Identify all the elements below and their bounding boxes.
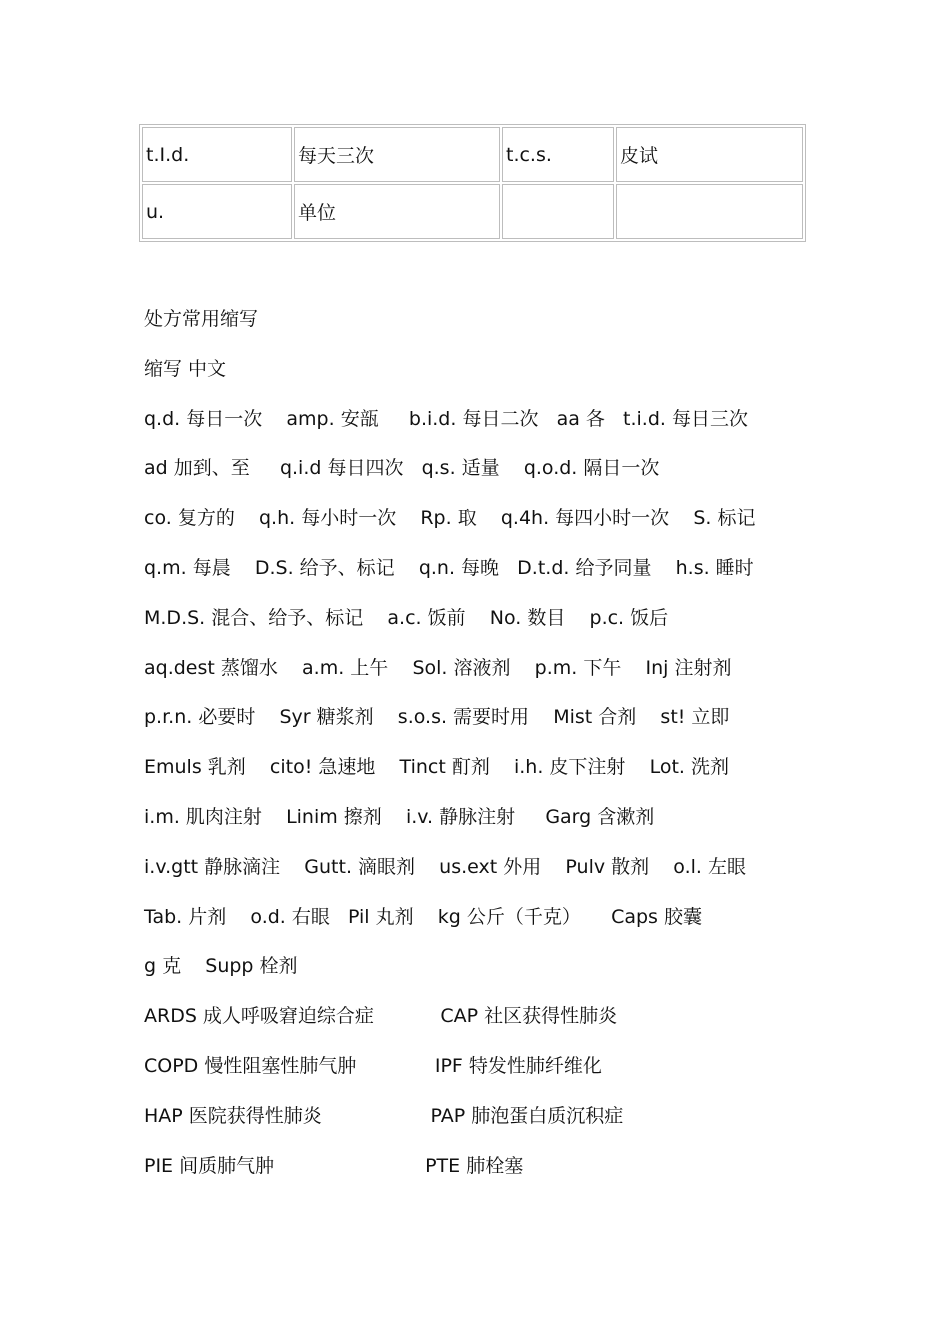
abbreviation-line: p.r.n. 必要时 Syr 糖浆剂 s.o.s. 需要时用 Mist 合剂 st! 立即 — [144, 706, 730, 729]
abbreviation-line: ARDS 成人呼吸窘迫综合症 CAP 社区获得性肺炎 — [144, 1005, 618, 1028]
table-cell: t.c.s. — [502, 127, 614, 182]
document-body — [144, 297, 904, 1193]
abbreviation-line: M.D.S. 混合、给予、标记 a.c. 饭前 No. 数目 p.c. 饭后 — [144, 606, 669, 629]
abbreviation-line: Emuls 乳剂 cito! 急速地 Tinct 酊剂 i.h. 皮下注射 Lot. 洗剂 — [144, 756, 729, 779]
abbreviation-line: q.m. 每晨 D.S. 给予、标记 q.n. 每晚 D.t.d. 给予同量 h.s. 睡时 — [144, 556, 754, 579]
abbreviation-line: ad 加到、至 q.i.d 每日四次 q.s. 适量 q.o.d. 隔日一次 — [144, 457, 660, 480]
table-cell: 单位 — [294, 184, 500, 239]
table-cell: 皮试 — [616, 127, 803, 182]
table-cell: 每天三次 — [294, 127, 500, 182]
abbreviation-line: q.d. 每日一次 amp. 安瓿 b.i.d. 每日二次 aa 各 t.i.d. 每日三次 — [144, 407, 748, 430]
table-cell — [616, 184, 803, 239]
abbreviation-line: aq.dest 蒸馏水 a.m. 上午 Sol. 溶液剂 p.m. 下午 Inj 注射剂 — [144, 656, 732, 679]
table-row — [142, 127, 803, 182]
abbreviation-line: i.v.gtt 静脉滴注 Gutt. 滴眼剂 us.ext 外用 Pulv 散剂 o.l. 左眼 — [144, 855, 746, 878]
abbreviation-line: Tab. 片剂 o.d. 右眼 Pil 丸剂 kg 公斤（千克） Caps 胶囊 — [144, 905, 702, 928]
table-cell: u. — [142, 184, 292, 239]
table-cell: t.I.d. — [142, 127, 292, 182]
abbreviation-table — [139, 124, 806, 242]
table-row — [142, 184, 803, 239]
abbreviation-line: co. 复方的 q.h. 每小时一次 Rp. 取 q.4h. 每四小时一次 S. 标记 — [144, 507, 756, 530]
abbreviation-line: HAP 医院获得性肺炎 PAP 肺泡蛋白质沉积症 — [144, 1104, 624, 1127]
table-cell — [502, 184, 614, 239]
column-header-line: 缩写 中文 — [144, 357, 227, 380]
abbreviation-line: PIE 间质肺气肿 PTE 肺栓塞 — [144, 1154, 524, 1177]
section-title: 处方常用缩写 — [144, 308, 259, 330]
abbreviation-line: i.m. 肌肉注射 Linim 擦剂 i.v. 静脉注射 Garg 含漱剂 — [144, 805, 655, 828]
abbreviation-line: g 克 Supp 栓剂 — [144, 955, 298, 978]
abbreviation-line: COPD 慢性阻塞性肺气肿 IPF 特发性肺纤维化 — [144, 1054, 602, 1077]
